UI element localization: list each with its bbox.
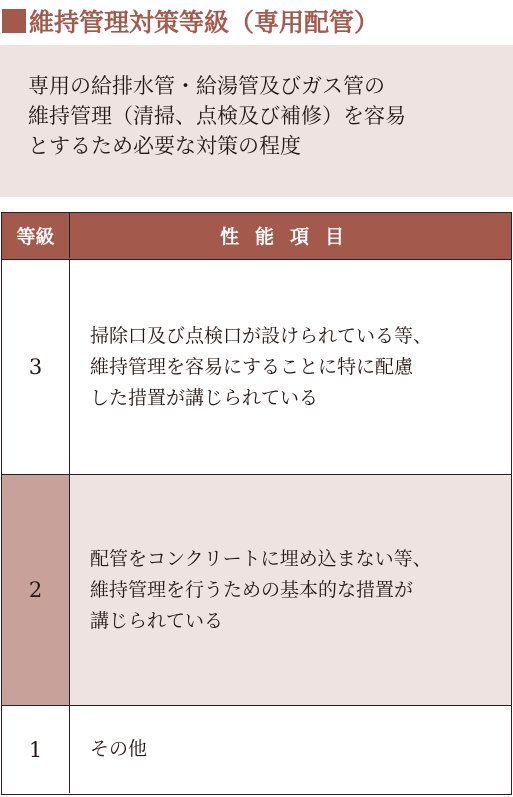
description-cell bbox=[70, 260, 511, 474]
description-cell bbox=[70, 706, 511, 793]
cell-line: その他 bbox=[90, 738, 148, 760]
description-line: 専用の給排水管・給湯管及びガス管の bbox=[28, 74, 385, 98]
header-performance-item: 性能項目 bbox=[219, 226, 360, 248]
description-line: 維持管理（清掃、点検及び補修）を容易 bbox=[28, 104, 406, 128]
table-row bbox=[2, 706, 511, 793]
grade-cell: 3 bbox=[2, 260, 70, 474]
table-row bbox=[2, 475, 511, 706]
description-box bbox=[0, 45, 513, 197]
cell-line: 配管をコンクリートに埋め込まない等、 bbox=[90, 547, 432, 570]
header-grade: 等級 bbox=[2, 213, 70, 258]
grade-cell: 1 bbox=[2, 706, 70, 793]
grade-table bbox=[1, 212, 512, 795]
table-row bbox=[2, 260, 511, 475]
page-title bbox=[2, 4, 379, 38]
cell-line: 掃除口及び点検口が設けられている等、 bbox=[90, 324, 433, 347]
cell-line: 講じられている bbox=[90, 609, 224, 632]
description-line: とするため必要な対策の程度 bbox=[28, 134, 301, 158]
grade-cell: 2 bbox=[2, 475, 70, 705]
cell-line: 維持管理を容易にすることに特に配慮 bbox=[90, 355, 414, 378]
cell-line: 維持管理を行うための基本的な措置が bbox=[90, 578, 414, 601]
title-square-icon bbox=[2, 9, 26, 33]
cell-line: した措置が講じられている bbox=[90, 386, 319, 409]
title-text: 維持管理対策等級（専用配管） bbox=[29, 8, 380, 37]
description-cell bbox=[70, 475, 511, 705]
table-header bbox=[2, 213, 511, 260]
